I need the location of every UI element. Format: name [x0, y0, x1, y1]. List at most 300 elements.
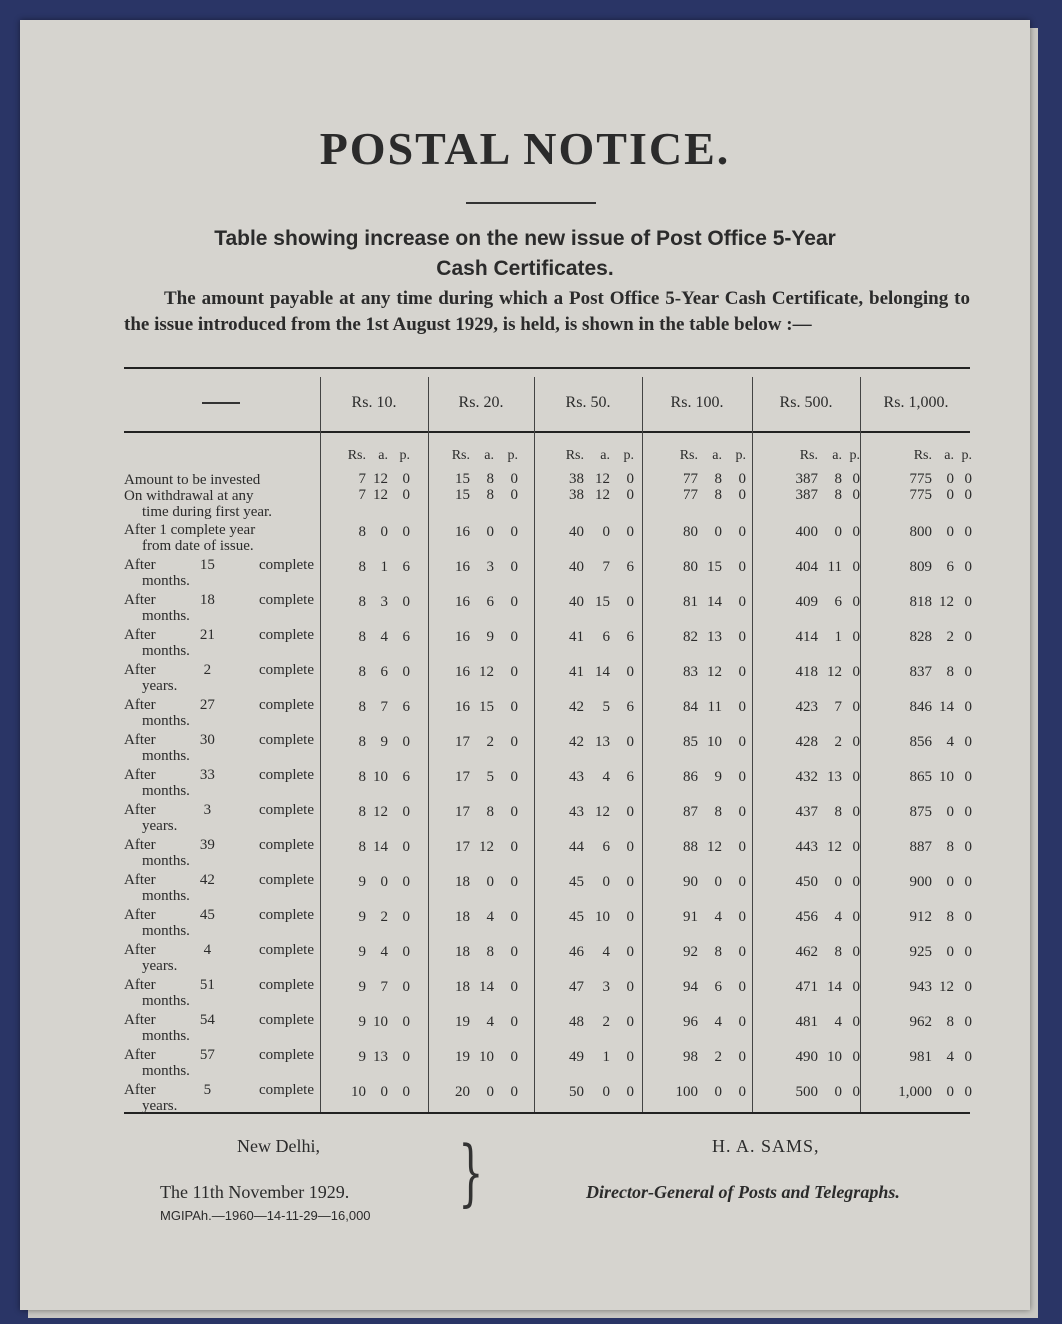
pies-value: 0	[626, 524, 634, 540]
annas-value: 6	[946, 559, 954, 575]
annas-value: 4	[486, 909, 494, 925]
table-cell	[320, 1013, 428, 1031]
annas-value: 8	[834, 471, 842, 487]
row-label-part: After	[124, 837, 156, 853]
rupees-value: 9	[358, 909, 366, 925]
pies-value: 0	[626, 664, 634, 680]
table-cell	[428, 838, 534, 856]
table-cell	[534, 698, 642, 716]
annas-value: 2	[380, 909, 388, 925]
annas-value: 14	[827, 979, 842, 995]
annas-value: 10	[479, 1049, 494, 1065]
intro-text: The amount payable at any time during which a Post Office 5-Year Cash Certificate, belonging to the issue introduced from the 1st August 1929, is held, is shown in the table below :—	[124, 288, 970, 335]
rupees-value: 47	[569, 979, 584, 995]
table-cell	[320, 803, 428, 821]
annas-value: 8	[714, 804, 722, 820]
annas-value: 8	[946, 839, 954, 855]
rupees-value: 875	[909, 804, 932, 820]
pies-value: 0	[402, 734, 410, 750]
pies-value: 0	[626, 487, 634, 503]
table-cell	[320, 733, 428, 751]
pies-value: 0	[510, 839, 518, 855]
pies-value: 0	[626, 979, 634, 995]
row-label	[124, 1082, 314, 1114]
rupees-value: 81	[683, 594, 698, 610]
pies-value: 0	[852, 1049, 860, 1065]
row-label-unit: months.	[142, 783, 190, 799]
row-label-line: After 1 complete year	[124, 522, 256, 538]
table-cell	[428, 663, 534, 681]
annas-value: 9	[714, 769, 722, 785]
annas-value: 8	[946, 1014, 954, 1030]
annas-value: 0	[834, 1084, 842, 1100]
row-label-part: 3	[203, 802, 212, 818]
annas-value: 1	[380, 559, 388, 575]
table-cell	[320, 768, 428, 786]
pies-value: 0	[738, 1049, 746, 1065]
table-cell	[534, 628, 642, 646]
row-label-part: complete	[259, 627, 314, 643]
row-label-unit: years.	[142, 1098, 178, 1114]
unit-label: a.	[600, 448, 610, 463]
table-cell	[642, 733, 752, 751]
rupees-value: 94	[683, 979, 698, 995]
annas-value: 2	[486, 734, 494, 750]
annas-value: 9	[486, 629, 494, 645]
rupees-value: 50	[569, 1084, 584, 1100]
rupees-value: 887	[909, 839, 932, 855]
subtitle-line-2: Cash Certificates.	[436, 257, 614, 280]
pies-value: 0	[510, 874, 518, 890]
unit-label: Rs.	[679, 448, 698, 463]
table-cell	[534, 1013, 642, 1031]
pies-value: 0	[964, 909, 972, 925]
pies-value: 0	[852, 471, 860, 487]
pies-value: 0	[626, 839, 634, 855]
table-cell	[320, 628, 428, 646]
column-header: Rs. 10.	[351, 394, 397, 411]
row-label-part: After	[124, 907, 156, 923]
row-label-unit: months.	[142, 608, 190, 624]
pies-value: 0	[738, 559, 746, 575]
table-cell	[320, 978, 428, 996]
rupees-value: 925	[909, 944, 932, 960]
annas-value: 8	[714, 471, 722, 487]
row-label-part: complete	[259, 1012, 314, 1028]
pies-value: 6	[626, 699, 634, 715]
units-row	[752, 448, 860, 464]
row-label	[124, 872, 314, 904]
row-label-part: After	[124, 977, 156, 993]
pies-value: 0	[510, 471, 518, 487]
annas-value: 0	[714, 1084, 722, 1100]
pies-value: 0	[402, 1049, 410, 1065]
row-label	[124, 977, 314, 1009]
rupees-value: 400	[795, 524, 818, 540]
rupees-value: 8	[358, 699, 366, 715]
rupees-value: 46	[569, 944, 584, 960]
annas-value: 0	[486, 1084, 494, 1100]
table-cell	[752, 873, 860, 891]
table-cell	[642, 803, 752, 821]
rupees-value: 83	[683, 664, 698, 680]
units-row	[642, 448, 752, 464]
table-cell	[642, 523, 752, 541]
pies-value: 0	[738, 1084, 746, 1100]
pies-value: 0	[852, 594, 860, 610]
annas-value: 15	[707, 559, 722, 575]
table-cell	[860, 768, 972, 786]
pies-value: 0	[964, 874, 972, 890]
row-label-part: 51	[199, 977, 215, 993]
rupees-value: 409	[795, 594, 818, 610]
row-label	[124, 802, 314, 834]
table-cell	[860, 663, 972, 681]
pies-value: 0	[626, 1084, 634, 1100]
annas-value: 0	[602, 524, 610, 540]
rupees-value: 846	[909, 699, 932, 715]
row-label-part: complete	[259, 592, 314, 608]
annas-value: 14	[939, 699, 954, 715]
annas-value: 7	[380, 979, 388, 995]
table-cell	[642, 593, 752, 611]
rupees-value: 828	[909, 629, 932, 645]
table-cell	[860, 943, 972, 961]
annas-value: 8	[714, 487, 722, 503]
annas-value: 1	[602, 1049, 610, 1065]
annas-value: 14	[373, 839, 388, 855]
table-cell	[428, 1048, 534, 1066]
pies-value: 0	[626, 804, 634, 820]
annas-value: 0	[380, 874, 388, 890]
annas-value: 8	[486, 944, 494, 960]
table-cell	[534, 838, 642, 856]
rupees-value: 8	[358, 839, 366, 855]
annas-value: 1	[834, 629, 842, 645]
rupees-value: 16	[455, 664, 470, 680]
annas-value: 8	[486, 471, 494, 487]
table-cell	[428, 1083, 534, 1101]
rupees-value: 962	[909, 1014, 932, 1030]
rupees-value: 90	[683, 874, 698, 890]
rupees-value: 414	[795, 629, 818, 645]
rupees-value: 20	[455, 1084, 470, 1100]
table-cell	[860, 838, 972, 856]
rupees-value: 8	[358, 594, 366, 610]
annas-value: 8	[946, 664, 954, 680]
annas-value: 0	[380, 524, 388, 540]
rupees-value: 8	[358, 559, 366, 575]
pies-value: 0	[510, 944, 518, 960]
pies-value: 0	[510, 559, 518, 575]
row-label-unit: years.	[142, 958, 178, 974]
pies-value: 0	[510, 909, 518, 925]
row-label-part: After	[124, 802, 156, 818]
table-cell	[534, 523, 642, 541]
row-label-part: complete	[259, 977, 314, 993]
unit-label: Rs.	[799, 448, 818, 463]
unit-label: p.	[399, 448, 410, 463]
rupees-value: 16	[455, 629, 470, 645]
row-label	[124, 732, 314, 764]
pies-value: 0	[738, 699, 746, 715]
table-cell	[320, 908, 428, 926]
pies-value: 0	[510, 979, 518, 995]
row-label-unit: months.	[142, 573, 190, 589]
footer-print-line: MGIPAh.—1960—14-11-29—16,000	[160, 1208, 371, 1223]
rupees-value: 16	[455, 559, 470, 575]
annas-value: 7	[380, 699, 388, 715]
table-cell	[752, 908, 860, 926]
annas-value: 4	[834, 909, 842, 925]
rupees-value: 17	[455, 804, 470, 820]
pies-value: 0	[626, 944, 634, 960]
annas-value: 12	[595, 804, 610, 820]
row-label-unit: months.	[142, 1028, 190, 1044]
annas-value: 12	[479, 839, 494, 855]
rupees-value: 45	[569, 874, 584, 890]
row-label-part: complete	[259, 767, 314, 783]
table-cell	[428, 628, 534, 646]
table-cell	[642, 768, 752, 786]
rupees-value: 9	[358, 874, 366, 890]
pies-value: 0	[510, 1084, 518, 1100]
table-cell	[752, 768, 860, 786]
rupees-value: 432	[795, 769, 818, 785]
table-cell	[860, 803, 972, 821]
rupees-value: 77	[683, 471, 698, 487]
pies-value: 0	[852, 559, 860, 575]
table-cell	[860, 523, 972, 541]
row-label-part: After	[124, 872, 156, 888]
pies-value: 0	[852, 944, 860, 960]
annas-value: 0	[946, 524, 954, 540]
rupees-value: 80	[683, 524, 698, 540]
table-cell	[534, 733, 642, 751]
table-cell	[642, 628, 752, 646]
table-cell	[642, 838, 752, 856]
annas-value: 10	[595, 909, 610, 925]
rupees-value: 428	[795, 734, 818, 750]
pies-value: 0	[964, 664, 972, 680]
table-cell	[428, 768, 534, 786]
rupees-value: 49	[569, 1049, 584, 1065]
row-label-unit: months.	[142, 643, 190, 659]
rupees-value: 38	[569, 471, 584, 487]
annas-value: 4	[486, 1014, 494, 1030]
annas-value: 7	[602, 559, 610, 575]
row-label-part: After	[124, 942, 156, 958]
table-cell	[860, 486, 972, 504]
pies-value: 0	[964, 699, 972, 715]
pies-value: 0	[852, 524, 860, 540]
row-label	[124, 1047, 314, 1079]
units-row	[860, 448, 972, 464]
table-cell	[860, 1048, 972, 1066]
table-cell	[642, 663, 752, 681]
pies-value: 0	[852, 1084, 860, 1100]
pies-value: 0	[510, 524, 518, 540]
unit-label: a.	[832, 448, 842, 463]
annas-value: 12	[373, 471, 388, 487]
table-cell	[752, 803, 860, 821]
pies-value: 6	[402, 559, 410, 575]
table-cell	[428, 486, 534, 504]
pies-value: 0	[738, 944, 746, 960]
pies-value: 0	[964, 524, 972, 540]
annas-value: 10	[939, 769, 954, 785]
label-column-dash	[202, 402, 240, 404]
rupees-value: 809	[909, 559, 932, 575]
pies-value: 0	[964, 804, 972, 820]
row-label-part: After	[124, 697, 156, 713]
unit-label: p.	[849, 448, 860, 463]
annas-value: 6	[714, 979, 722, 995]
pies-value: 0	[738, 664, 746, 680]
row-label-unit: months.	[142, 923, 190, 939]
pies-value: 0	[964, 1014, 972, 1030]
rupees-value: 8	[358, 629, 366, 645]
rupees-value: 9	[358, 1014, 366, 1030]
rupees-value: 443	[795, 839, 818, 855]
pies-value: 0	[964, 594, 972, 610]
annas-value: 5	[486, 769, 494, 785]
pies-value: 0	[626, 874, 634, 890]
table-cell	[320, 558, 428, 576]
table-cell	[752, 593, 860, 611]
pies-value: 6	[402, 629, 410, 645]
rupees-value: 500	[795, 1084, 818, 1100]
rupees-value: 8	[358, 734, 366, 750]
row-label-part: complete	[259, 732, 314, 748]
rupees-value: 40	[569, 524, 584, 540]
annas-value: 2	[834, 734, 842, 750]
annas-value: 8	[486, 804, 494, 820]
annas-value: 12	[827, 839, 842, 855]
table-cell	[320, 593, 428, 611]
pies-value: 0	[964, 944, 972, 960]
unit-label: Rs.	[347, 448, 366, 463]
units-row	[534, 448, 642, 464]
row-label-line: Amount to be invested	[124, 472, 261, 488]
row-label	[124, 627, 314, 659]
unit-label: p.	[735, 448, 746, 463]
rupees-value: 88	[683, 839, 698, 855]
pies-value: 0	[510, 769, 518, 785]
annas-value: 0	[834, 874, 842, 890]
row-label-unit: months.	[142, 853, 190, 869]
annas-value: 13	[707, 629, 722, 645]
rupees-value: 82	[683, 629, 698, 645]
table-cell	[320, 1083, 428, 1101]
rupees-value: 45	[569, 909, 584, 925]
row-label-part: complete	[259, 907, 314, 923]
row-label-part: 18	[199, 592, 215, 608]
pies-value: 0	[738, 979, 746, 995]
row-label	[124, 837, 314, 869]
annas-value: 0	[486, 874, 494, 890]
unit-label: p.	[623, 448, 634, 463]
pies-value: 0	[402, 979, 410, 995]
rupees-value: 9	[358, 1049, 366, 1065]
rupees-value: 84	[683, 699, 698, 715]
pies-value: 6	[626, 769, 634, 785]
pies-value: 0	[626, 909, 634, 925]
pies-value: 0	[964, 769, 972, 785]
rupees-value: 387	[795, 471, 818, 487]
row-label-part: After	[124, 1047, 156, 1063]
annas-value: 8	[834, 804, 842, 820]
rupees-value: 437	[795, 804, 818, 820]
pies-value: 0	[852, 979, 860, 995]
table-cell	[642, 558, 752, 576]
pies-value: 0	[738, 524, 746, 540]
pies-value: 0	[964, 471, 972, 487]
row-label	[124, 592, 314, 624]
table-cell	[534, 1048, 642, 1066]
pies-value: 0	[964, 839, 972, 855]
row-label-part: After	[124, 1082, 156, 1098]
table-cell	[320, 838, 428, 856]
annas-value: 2	[714, 1049, 722, 1065]
row-label-part: 30	[199, 732, 215, 748]
pies-value: 0	[738, 487, 746, 503]
rupees-value: 481	[795, 1014, 818, 1030]
table-cell	[320, 523, 428, 541]
pies-value: 0	[510, 1014, 518, 1030]
column-header: Rs. 100.	[670, 394, 724, 411]
rupees-value: 8	[358, 524, 366, 540]
subtitle-line-1: Table showing increase on the new issue of Post Office 5-Year	[214, 227, 836, 250]
notice-title: POSTAL NOTICE.	[319, 123, 731, 174]
row-label-line: from date of issue.	[142, 538, 254, 554]
row-label-part: 4	[203, 942, 212, 958]
footer-place: New Delhi,	[237, 1136, 320, 1156]
pies-value: 0	[964, 1084, 972, 1100]
rupees-value: 418	[795, 664, 818, 680]
title-rule	[466, 202, 596, 204]
rupees-value: 456	[795, 909, 818, 925]
table-cell	[860, 1083, 972, 1101]
rupees-value: 9	[358, 979, 366, 995]
rupees-value: 471	[795, 979, 818, 995]
annas-value: 4	[602, 944, 610, 960]
table-cell	[534, 486, 642, 504]
pies-value: 0	[852, 769, 860, 785]
annas-value: 6	[486, 594, 494, 610]
rupees-value: 100	[675, 1084, 698, 1100]
pies-value: 0	[852, 1014, 860, 1030]
table-cell	[320, 1048, 428, 1066]
annas-value: 6	[602, 629, 610, 645]
row-label-unit: months.	[142, 713, 190, 729]
table-cell	[642, 978, 752, 996]
table-cell	[752, 1013, 860, 1031]
pies-value: 0	[510, 804, 518, 820]
annas-value: 12	[707, 664, 722, 680]
notice-subtitle	[160, 224, 890, 284]
pies-value: 0	[402, 594, 410, 610]
table-cell	[752, 838, 860, 856]
pies-value: 0	[738, 734, 746, 750]
annas-value: 12	[827, 664, 842, 680]
rupees-value: 41	[569, 664, 584, 680]
row-label-part: 33	[199, 767, 215, 783]
rupees-value: 48	[569, 1014, 584, 1030]
rupees-value: 16	[455, 699, 470, 715]
footer-office: Director-General of Posts and Telegraphs.	[586, 1182, 900, 1202]
row-label-unit: months.	[142, 748, 190, 764]
